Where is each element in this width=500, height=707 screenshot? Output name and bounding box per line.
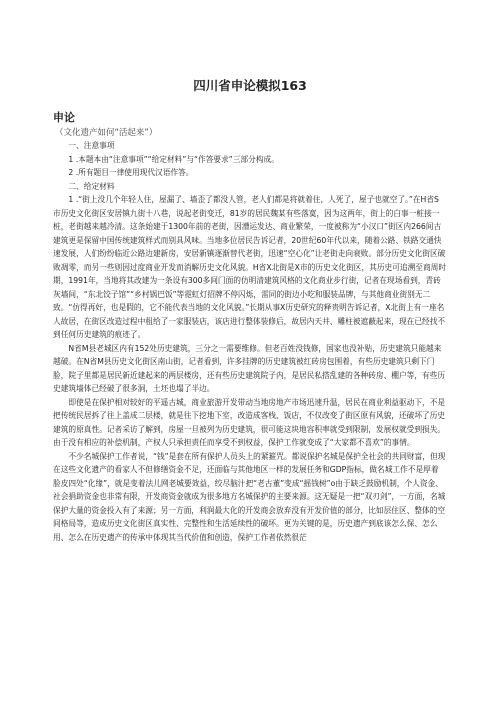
- notes-heading: 一、注意事项: [68, 141, 115, 150]
- body-text: [53, 139, 446, 544]
- doc-title: 四川省申论模拟163: [193, 78, 307, 93]
- paragraph-3: 即使是在保护相对较好的平遥古城，商业旅游开发带动当地房地产市场迅速升温，居民在商业利益驱动下，不是把传统民居拆了往上盖成二层楼，就是往下挖地下室，改造成客栈、饭店，不仅改变了街区原有风貌，还破坏了历史建筑的原真性。记者采访了解到，房屋一旦被列为历史建筑，很可能这块地容积率就受到限制，发展权就受到损失。由于没有相应的补偿机制，产权人只承担责任而享受不到权益，保护工作就变成了“大家都不喜欢”的事情。: [53, 397, 446, 447]
- paragraph-4: 不少名城保护工作者说，“钱”是套在所有保护人员头上的紧箍咒。都说保护名城是保护全社会的共同财富，但现在这些文化遗产的看家人不但修缮资金不足，还面临与其他地区一样的发展任务和GDP指标，做名城工作不是厚着脸皮四处“化缘”，就是变着法儿网老城要效益，绞尽脑汁把“老古董”变成“摇钱树”o由于缺乏鼓励机制，个人资金、社会捐助资金也非常有限，开发商资金就成为很多地方名城保护的主要来源。这无疑是一把“双刃剑”，一方面，名城保护大量的资金投入有了来源；另一方面，利润最大化的开发商会放弃没有开发价值的部分，比如层住区、整体的空间格局等，造成历史文化街区真实性、完整性和生活延续性的破坏。更为关键的是，历史遗产到底该怎么保、怎么用、怎么在历史遗产的传承中体现其当代价值和创造，保护工作者依然很茫: [53, 451, 446, 542]
- materials-heading: 二、给定材料: [68, 181, 115, 191]
- paragraph-1: 1 .“街上没几个年轻人住，屋漏了、墙歪了都没人管，老人们都是将就着住，人死了，屋子也就空了。”在H省S市历史文化街区安居镇九街十八巷，说起老街变迁，81岁的居民魏某有些落寞，因为这两年，街上的白事一桩接一桩，老街越来越冷清。这条始建于1300年前的老街，因漕运发达、商业繁荣，一度被称为“小汉口”街区内266间古建筑更是保留中国传统建筑样式而别具风味。当地多位居民告诉记者，20世纪60年代以来，随着公路、铁路交通快速发展，人们纷纷临近公路边建新房，安居新镇逐渐替代老街，迅速“空心化”让老街走向衰败。部分历史文化街区破败凋零，而另一些则因过度商业开发而消解历史文化风貌。H省X北街是X市的历史文化街区，其历史可追溯至商周时期，1991年，当地将其改建为一条设有300多间门面的仿明清建筑风格的文化商业步行街，记者在现场看到，青砖灰墙间，“东北饺子馆”“乡村锅巴饭”等霓虹灯招牌不停闪烁，雷同的街边小吃和服装品牌，与其他商业街别无二致。“仿得再好，也是假的，它不能代表当地的文化风貌。”长期从事X历史研究的释贵明告诉记者，X北街上有一座名人故居，在街区改造过程中租给了一家服装店，该店进行整体装修后，故居内天井、雕柱被遮蔽起来，现在已经找不到任何历史建筑的痕迹了。: [53, 195, 447, 339]
- note-1: 1 .本题本由“注意事项”“给定材料”与“作答要求”三部分构成。: [68, 154, 279, 164]
- paragraph-2: N省M县老城区内有152处历史建筑，三分之一需要维修。但老百姓没钱修，国家也没补贴，历史建筑只能越来越破。在N省M县历史文化街区南山街，记者看到，许多挂牌的历史建筑被红砖房包围着，有些历史建筑只剩下门脸，院子里都是居民新近建起来的两层楼房，还有些历史建筑院子内，是居民私搭乱建的各种砖房、棚户等，有些历史建筑墙体已经破了很多洞，土坯也塌了半边。: [53, 343, 446, 393]
- subtitle: （文化遗产如何“活起来”）: [55, 128, 158, 138]
- section-heading: 申论: [53, 111, 75, 124]
- note-2: 2 .所有题目一律使用现代汉语作答。: [68, 168, 194, 177]
